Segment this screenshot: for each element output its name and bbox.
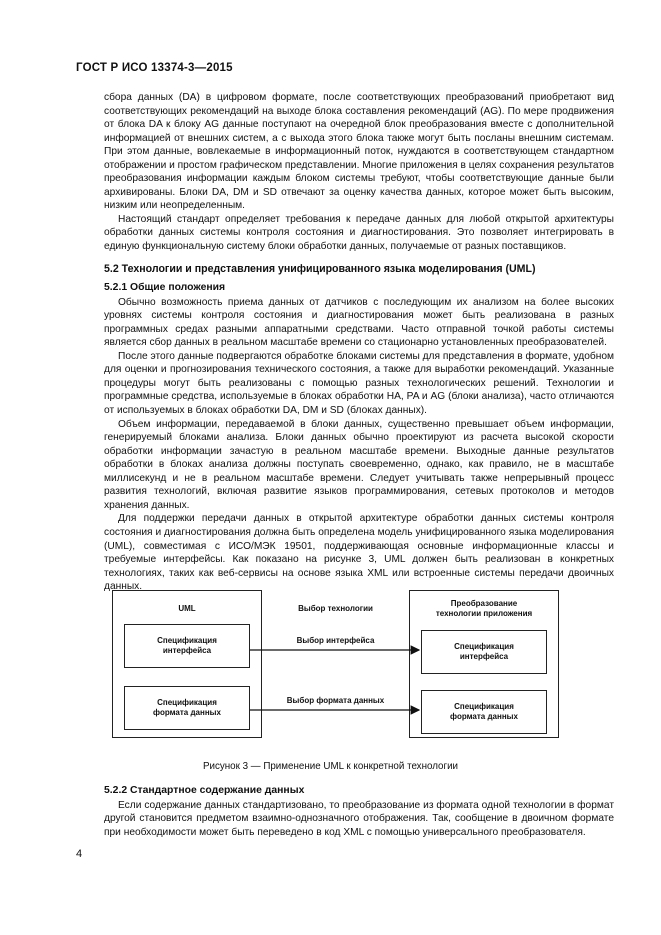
page-number: 4 bbox=[76, 848, 83, 860]
box-label: формата данных bbox=[450, 712, 518, 721]
section-heading-5-2-1: 5.2.1 Общие положения bbox=[104, 282, 226, 294]
section-heading-5-2: 5.2 Технологии и представления унифицированного языка моделирования (UML) bbox=[104, 262, 536, 275]
box-label: интерфейса bbox=[459, 652, 509, 661]
box-label: Спецификация bbox=[157, 698, 217, 707]
section-heading-5-2-2: 5.2.2 Стандартное содержание данных bbox=[104, 785, 305, 796]
paragraph: Обычно возможность приема данных от датчиков с последующим их анализом на более высоких уровнях системы контроля состояния и диагностирования может быть реализована в разных программных средах разными аппаратными средствами. Часто отправной точкой работы системы является сбор данных в реальном масштабе времени со стационарно установленных преобразователей. bbox=[104, 296, 614, 349]
paragraph: Настоящий стандарт определяет требования к передаче данных для любой открытой архитектуры обработки данных системы контроля состояния и диагностирования. Это позволяет интегрировать в единую функциональную систему блоки обработки данных, получаемые от разных поставщиков. bbox=[104, 213, 614, 253]
title-line: технологии приложения bbox=[435, 609, 533, 618]
box-label: интерфейса bbox=[162, 646, 212, 655]
title-line: Преобразование bbox=[450, 599, 518, 608]
figure-caption: Рисунок 3 — Применение UML к конкретной технологии bbox=[202, 761, 459, 772]
paragraph: Объем информации, передаваемой в блоки данных, существенно превышает объем информации, генерируемый блоками анализа. Блоки данных обычно проектируют из расчета высокой скорости обработки информации зачастую в реальном масштабе времени. Выходные данные результатов обработки в блоках анализа должны поступать своевременно, однако, как правило, не в масштабе миллисекунд и не в реальном масштабе времени. Следует учитывать также непрерывный процесс развития технологий, включая развитие языков программирования, сетевых протоколов и методов хранения данных. bbox=[104, 418, 614, 511]
box-label: формата данных bbox=[153, 708, 221, 717]
text-block-bottom bbox=[104, 781, 614, 839]
paragraph: После этого данные подвергаются обработке блоками системы для представления в формате, удобном для оценки и прогнозирования технического состояния, а также для выработки рекомендаций. Указанные процедуры могут быть реализованы с помощью разных технологических решений. Технологии и программные средства, используемые в блоках обработки HA, PA и AG (блоки анализа), часто отличаются от используемых в блоках обработки DA, DM и SD (блоках данных). bbox=[104, 350, 614, 417]
paragraph: сбора данных (DA) в цифровом формате, после соответствующих преобразований приобретают вид соответствующих рекомендаций на выходе блока составления рекомендаций (AG). По мере продвижения от блока DA к блоку AG данные поступают на очередной блок преобразования вместе с дополнительной информацией от внешних систем, а с выхода этого блока также могут быть посланы внешним системам. При этом данные, вовлекаемые в информационный поток, нуждаются в соответствующем стандартном отображении и простом графическом представлении. Многие приложения в целях сохранения результатов преобразования информации каждым блоком системы требуют, чтобы соответствующие данные были архивированы. Блоки DA, DM и SD отвечают за оценку качества данных, которое может быть высоким, низким или неопределенным. bbox=[104, 92, 614, 212]
box-label: Спецификация bbox=[157, 636, 217, 645]
paragraph: Если содержание данных стандартизовано, то преобразование из формата одной технологии в формат другой становится предметом взаимно-однозначного отображения. Так, сообщение в двоичном формате при необходимости может быть переведено в код XML с помощью универсального преобразователя. bbox=[104, 799, 614, 838]
format-choice-label: Выбор формата данных bbox=[286, 696, 385, 705]
box-label: Спецификация bbox=[454, 642, 514, 651]
document-header: ГОСТ Р ИСО 13374-3—2015 bbox=[76, 62, 233, 74]
figure-arrows bbox=[112, 590, 562, 740]
text-block-top bbox=[104, 91, 614, 594]
figure-3-diagram bbox=[112, 590, 562, 740]
paragraph: Для поддержки передачи данных в открытой архитектуре обработки данных системы контроля состояния и диагностирования должна быть определена модель унифицированного языка моделирования (UML), совместимая с ИСО/МЭК 19501, поддерживающая основные информационные классы и требуемые интерфейсы. Как показано на рисунке 3, UML должен быть реализован в конкретных технологиях, таких как веб-сервисы на основе языка XML или встроенные системы передачи двоичных данных. bbox=[104, 513, 614, 593]
uml-title: UML bbox=[178, 604, 196, 613]
tech-choice-label: Выбор технологии bbox=[298, 604, 373, 613]
interface-choice-label: Выбор интерфейса bbox=[296, 636, 375, 645]
box-label: Спецификация bbox=[454, 702, 514, 711]
